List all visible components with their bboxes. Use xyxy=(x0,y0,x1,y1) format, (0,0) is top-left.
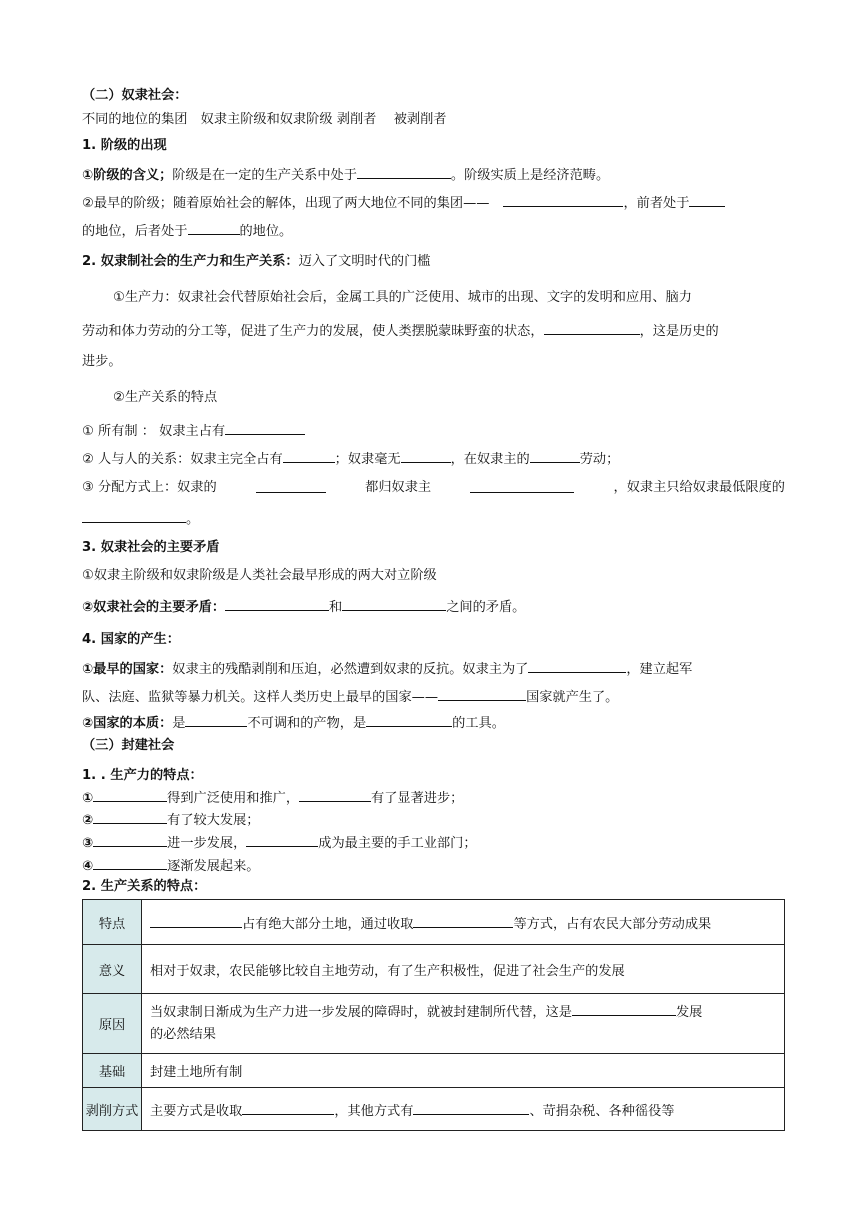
contradiction-line-1: ①奴隶主阶级和奴隶阶级是人类社会最早形成的两大对立阶级 xyxy=(82,568,437,583)
fill-blank[interactable] xyxy=(185,712,247,727)
fill-blank[interactable] xyxy=(438,686,526,701)
fill-blank[interactable] xyxy=(93,787,167,802)
earliest-class-line xyxy=(82,192,725,214)
contradiction-label: ②奴隶社会的主要矛盾： xyxy=(82,600,226,615)
heading-rest: 迈入了文明时代的门槛 xyxy=(298,254,431,269)
row-head-feature: 特点 xyxy=(83,900,142,945)
text-seg: ① 所有制 ： 奴隶主占有 xyxy=(82,424,226,439)
heading-feudal-productivity: 1. . 生产力的特点： xyxy=(82,768,203,783)
earliest-class-line-2 xyxy=(82,220,292,242)
text-seg: ，这是历史的 xyxy=(639,324,719,339)
state-nature-label: ②国家的本质： xyxy=(82,716,173,731)
ownership-line xyxy=(82,420,305,442)
fill-blank[interactable] xyxy=(413,1100,529,1115)
class-meaning-line xyxy=(82,164,609,186)
text-seg: ②最早的阶级；随着原始社会的解体，出现了两大地位不同的集团—— xyxy=(82,196,490,211)
row-head-exploitation: 剥削方式 xyxy=(83,1088,142,1131)
productivity-item-2 xyxy=(82,809,259,831)
row-head-significance: 意义 xyxy=(83,945,142,994)
text-seg: ，建立起军 xyxy=(626,662,693,677)
fill-blank[interactable] xyxy=(283,448,335,463)
fill-blank[interactable] xyxy=(225,420,305,435)
table-row xyxy=(83,900,785,945)
row-head-reason: 原因 xyxy=(83,994,142,1054)
text-seg: 队、法庭、监狱等暴力机关。这样人类历史上最早的国家—— xyxy=(82,690,439,705)
productivity-para-2 xyxy=(82,320,719,342)
row-cell-basis: 封建土地所有制 xyxy=(142,1054,785,1088)
distribution-line-2 xyxy=(82,508,199,530)
fill-blank[interactable] xyxy=(82,508,186,523)
earliest-state-line xyxy=(82,658,692,680)
text-seg: ，其他方式有 xyxy=(334,1103,414,1119)
row-cell-significance: 相对于奴隶，农民能够比较自主地劳动，有了生产积极性，促进了社会生产的发展 xyxy=(142,945,785,994)
text-seg: 逐渐发展起来。 xyxy=(167,859,260,874)
heading-feudal-relations: 2. 生产关系的特点： xyxy=(82,879,207,894)
productivity-item-3 xyxy=(82,832,477,854)
productivity-item-4 xyxy=(82,855,259,877)
heading-class-emergence: 1. 阶级的出现 xyxy=(82,138,167,153)
text-seg: 的地位。 xyxy=(239,224,293,239)
text-seg: 。阶级实质上是经济范畴。 xyxy=(450,168,610,183)
text-seg: 得到广泛使用和推广， xyxy=(167,791,300,806)
row-head-basis: 基础 xyxy=(83,1054,142,1088)
text-seg: ② 人与人的关系：奴隶主完全占有 xyxy=(82,452,283,467)
text-seg: 国家就产生了。 xyxy=(526,690,619,705)
fill-blank[interactable] xyxy=(150,913,242,928)
text-seg: 主要方式是收取 xyxy=(150,1103,243,1119)
heading-main-contradiction: 3. 奴隶社会的主要矛盾 xyxy=(82,540,220,555)
fill-blank[interactable] xyxy=(188,220,240,235)
text-seg: 发展 xyxy=(676,1005,703,1020)
row-cell-reason xyxy=(142,994,785,1054)
text-seg: ，前者处于 xyxy=(623,196,690,211)
text-seg: 都归奴隶主 xyxy=(365,480,432,495)
fill-blank[interactable] xyxy=(93,809,167,824)
num-4: ④ xyxy=(82,859,94,874)
fill-blank[interactable] xyxy=(93,832,167,847)
text-seg: ，在奴隶主的 xyxy=(450,452,530,467)
text-seg: 阶级是在一定的生产关系中处于 xyxy=(172,168,357,183)
text-seg: 。 xyxy=(186,512,200,527)
text-seg: 当奴隶制日渐成为生产力进一步发展的障碍时，就被封建制所代替，这是 xyxy=(150,1005,572,1020)
fill-blank[interactable] xyxy=(544,320,640,335)
earliest-state-line-2 xyxy=(82,686,618,708)
text-seg: 进一步发展， xyxy=(167,836,247,851)
text-seg: ③ 分配方式上：奴隶的 xyxy=(82,480,217,495)
num-1: ① xyxy=(82,791,94,806)
fill-blank[interactable] xyxy=(470,478,574,493)
fill-blank[interactable] xyxy=(530,448,580,463)
text-seg: 有了显著进步； xyxy=(371,791,464,806)
num-3: ③ xyxy=(82,836,94,851)
fill-blank[interactable] xyxy=(242,1100,334,1115)
class-meaning-label: ①阶级的含义； xyxy=(82,168,173,183)
productivity-item-1 xyxy=(82,787,463,809)
section-title-feudal-society: （三）封建社会 xyxy=(82,738,175,753)
heading-bold: 2. 奴隶制社会的生产力和生产关系： xyxy=(82,254,299,269)
text-seg: 等方式，占有农民大部分劳动成果 xyxy=(513,916,712,932)
fill-blank[interactable] xyxy=(357,164,451,179)
table-row xyxy=(83,945,785,994)
fill-blank[interactable] xyxy=(299,787,371,802)
section-title-slave-society: （二）奴隶社会： xyxy=(82,88,188,103)
row-cell-feature xyxy=(142,900,785,945)
productivity-para-3: 进步。 xyxy=(82,354,122,369)
text-seg: ，奴隶主只给奴隶最低限度的 xyxy=(613,480,785,495)
fill-blank[interactable] xyxy=(401,448,451,463)
table-row xyxy=(83,1088,785,1131)
heading-state-origin: 4. 国家的产生： xyxy=(82,632,180,647)
productivity-para-1: ①生产力：奴隶社会代替原始社会后，金属工具的广泛使用、城市的出现、文字的发明和应用、脑力 xyxy=(113,290,692,305)
relations-subheading: ②生产关系的特点 xyxy=(113,390,218,405)
fill-blank[interactable] xyxy=(246,832,318,847)
text-seg: 奴隶主的残酷剥削和压迫，必然遭到奴隶的反抗。奴隶主为了 xyxy=(172,662,529,677)
text-seg: 的必然结果 xyxy=(150,1027,216,1042)
fill-blank[interactable] xyxy=(572,1001,676,1016)
num-2: ② xyxy=(82,813,94,828)
fill-blank[interactable] xyxy=(528,658,626,673)
option-word-bank: 不同的地位的集团 奴隶主阶级和奴隶阶级 剥削者 被剥削者 xyxy=(82,112,447,127)
spacer xyxy=(489,193,503,207)
text-seg: 不可调和的产物，是 xyxy=(247,716,367,731)
fill-blank[interactable] xyxy=(366,712,452,727)
contradiction-line-2 xyxy=(82,596,525,618)
human-relation-line xyxy=(82,448,619,470)
text-seg: 成为最主要的手工业部门； xyxy=(318,836,477,851)
fill-blank[interactable] xyxy=(413,913,513,928)
fill-blank[interactable] xyxy=(342,596,446,611)
text-seg: 是 xyxy=(172,716,186,731)
text-seg: 劳动和体力劳动的分工等，促进了生产力的发展，使人类摆脱蒙昧野蛮的状态， xyxy=(82,324,544,339)
text-seg: ；奴隶毫无 xyxy=(334,452,401,467)
text-seg: 占有绝大部分土地，通过收取 xyxy=(242,916,414,932)
heading-slave-production xyxy=(82,252,430,272)
text-seg: 的地位，后者处于 xyxy=(82,224,188,239)
fill-blank[interactable] xyxy=(689,192,725,207)
table-row xyxy=(83,994,785,1054)
text-seg: 劳动； xyxy=(579,452,620,467)
state-nature-line xyxy=(82,712,505,734)
distribution-line xyxy=(82,478,785,498)
feudal-relations-table xyxy=(82,899,785,1131)
text-seg: 的工具。 xyxy=(452,716,505,731)
fill-blank[interactable] xyxy=(256,478,326,493)
text-seg: 有了较大发展； xyxy=(167,813,260,828)
text-seg: 、苛捐杂税、各种徭役等 xyxy=(529,1103,675,1119)
table-row xyxy=(83,1054,785,1088)
earliest-state-label: ①最早的国家： xyxy=(82,662,173,677)
fill-blank[interactable] xyxy=(93,855,167,870)
fill-blank[interactable] xyxy=(503,192,623,207)
text-seg: 之间的矛盾。 xyxy=(446,600,526,615)
text-seg: 和 xyxy=(329,600,343,615)
row-cell-exploitation xyxy=(142,1088,785,1131)
fill-blank[interactable] xyxy=(225,596,329,611)
